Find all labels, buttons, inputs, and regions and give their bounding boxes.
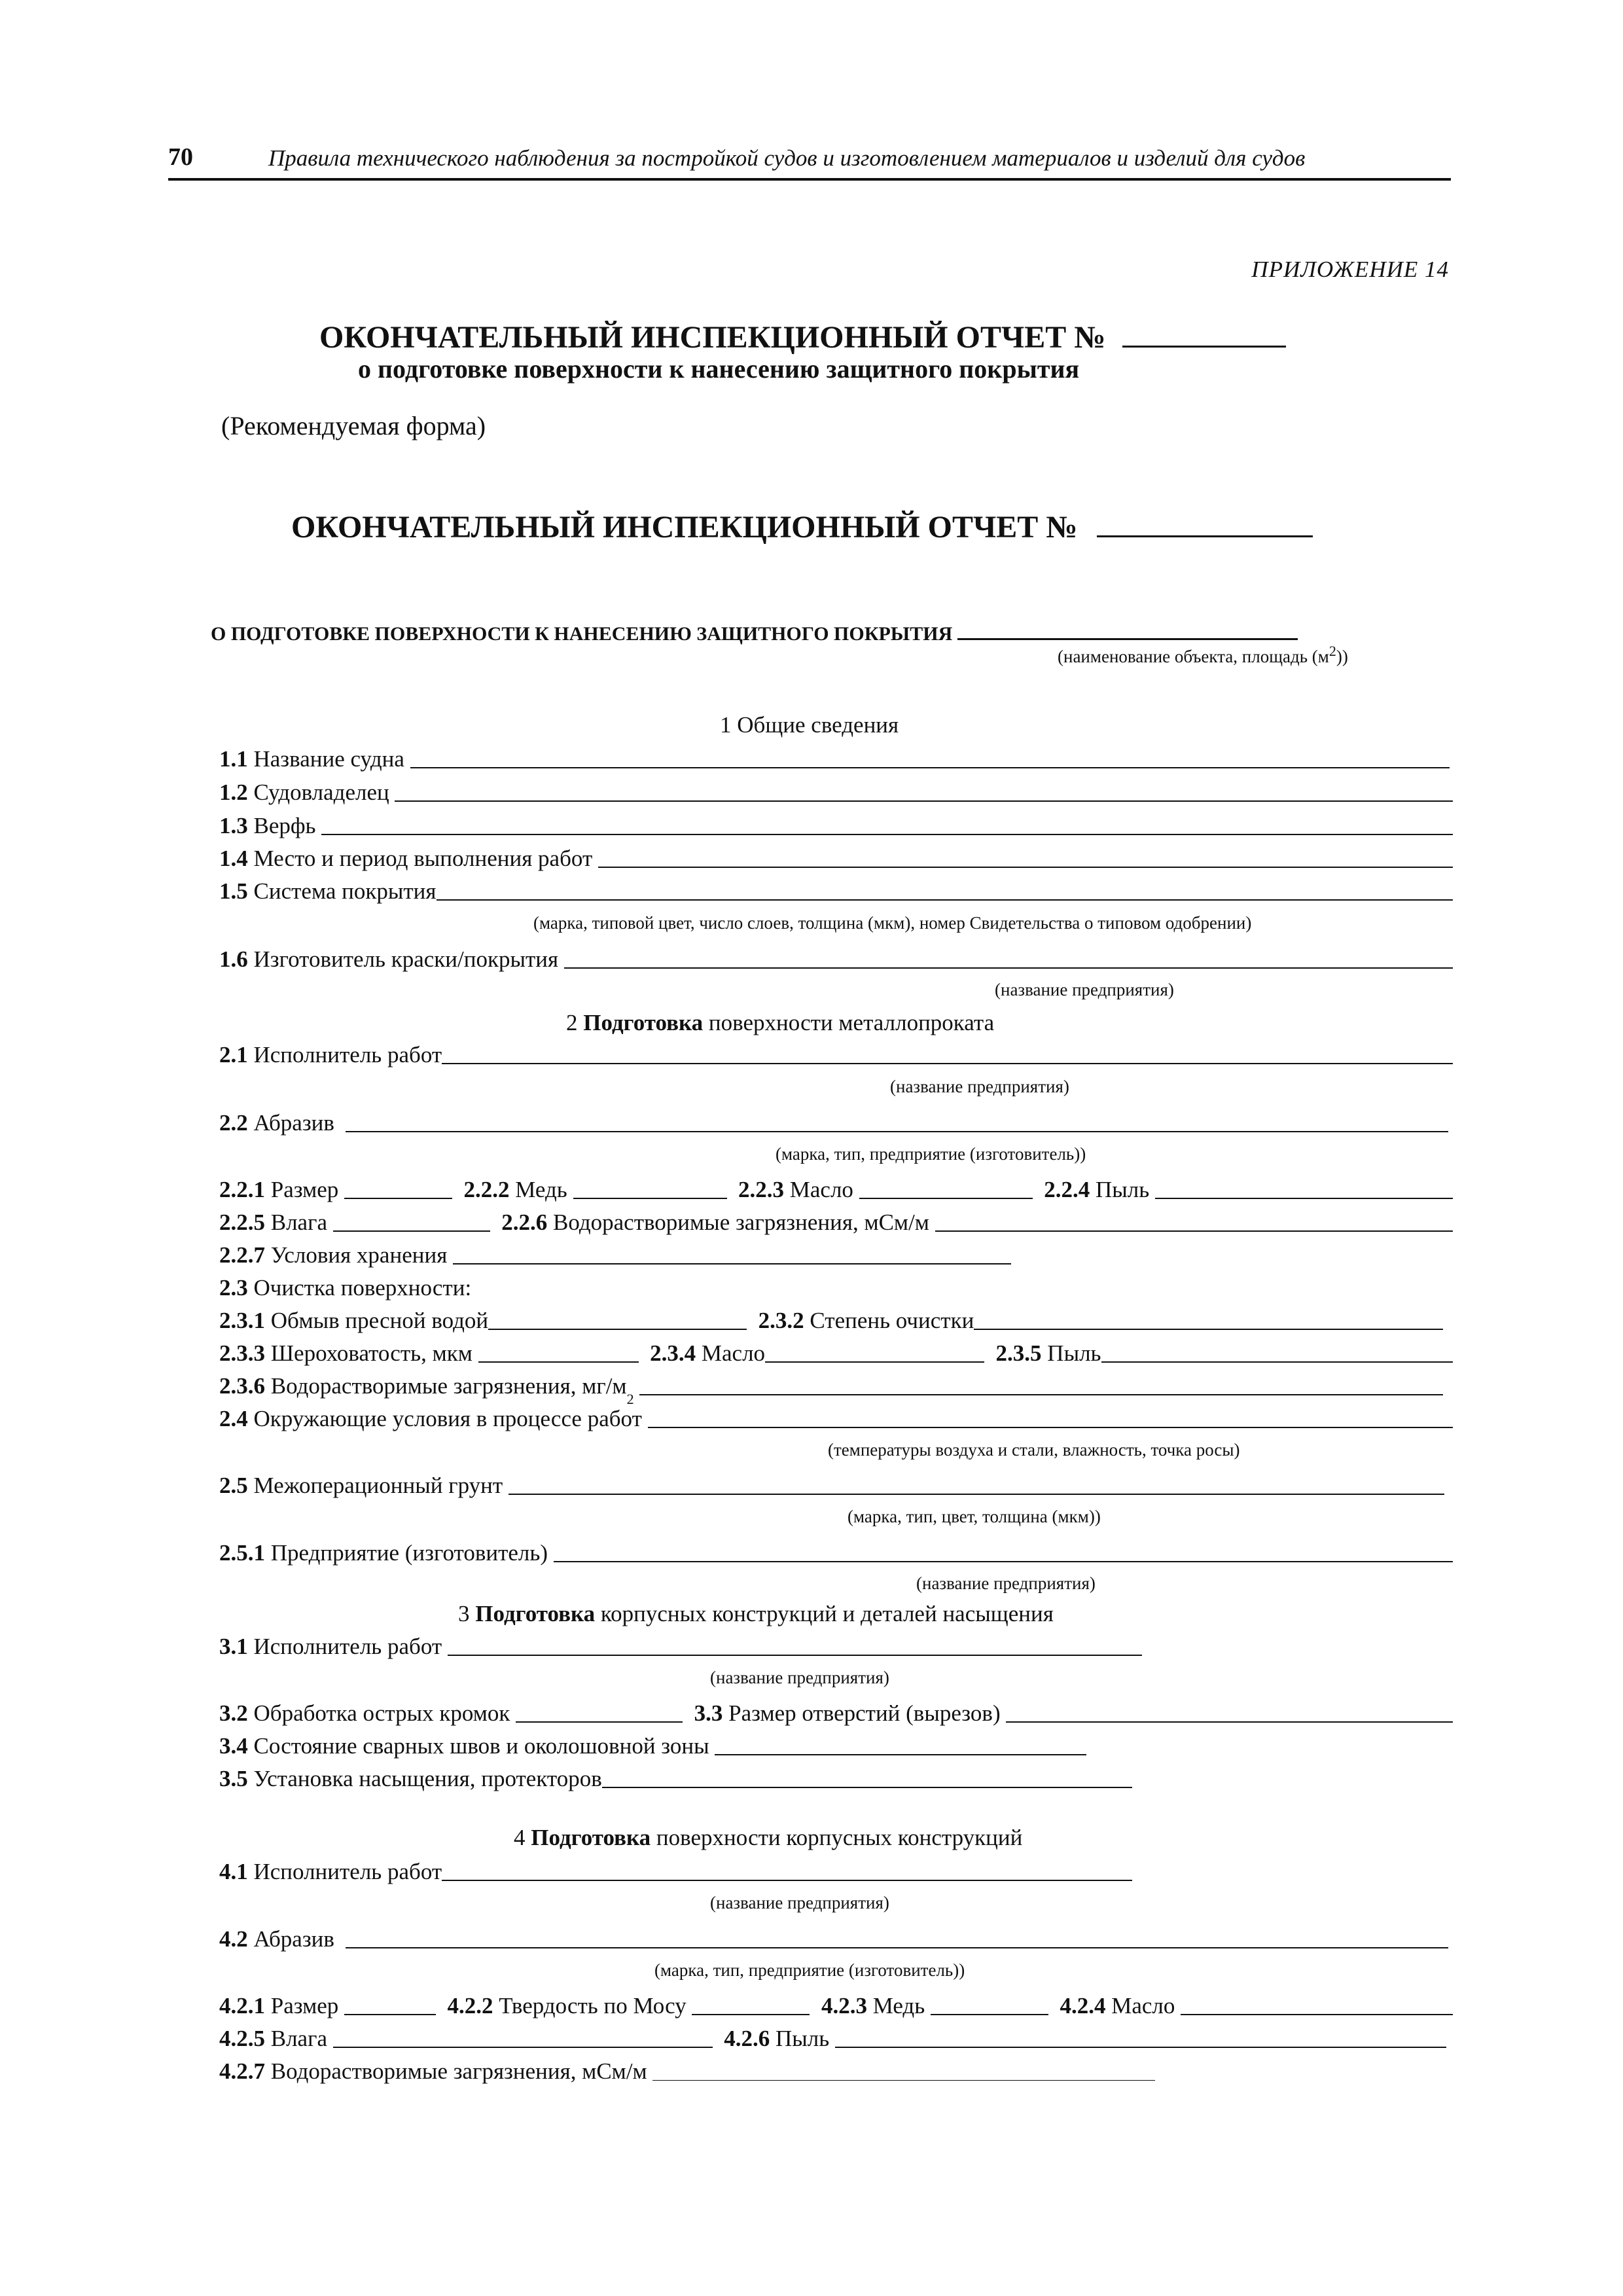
section-4-heading: 4 Подготовка поверхности корпусных конструкций [514, 1825, 1023, 1850]
field-2-3: 2.3 Очистка поверхности: [219, 1275, 472, 1300]
abrasive-size-input[interactable] [344, 1196, 452, 1199]
work-place-period-input[interactable] [598, 865, 1453, 868]
field-2-5: 2.5 Межоперационный грунт [219, 1473, 1444, 1499]
field-1-3: 1.3 Верфь [219, 813, 1453, 839]
hull-abrasive-size-input[interactable] [344, 2013, 436, 2015]
contractor-input[interactable] [442, 1062, 1453, 1064]
surface-oil-input[interactable] [765, 1360, 984, 1363]
field-2-2: 2.2 Абразив [219, 1110, 1448, 1136]
hull-abrasive-soluble-contaminants-input[interactable] [652, 2079, 1155, 2081]
recommended-form-note: (Рекомендуемая форма) [221, 411, 486, 440]
hull-abrasive-input[interactable] [346, 1946, 1448, 1948]
field-1-5: 1.5 Система покрытия [219, 878, 1453, 905]
purpose-hint: (наименование объекта, площадь $(м^2)$) [1058, 643, 1348, 666]
hull-abrasive-oil-input[interactable] [1181, 2013, 1453, 2015]
ambient-conditions-input[interactable] [648, 1426, 1453, 1428]
hint-2-5-1: (название предприятия) [916, 1573, 1096, 1593]
page-number: 70 [168, 143, 193, 171]
vessel-name-input[interactable] [410, 766, 1450, 768]
field-2-2-5-row: 2.2.5 Влага 2.2.6 Водорастворимые загрязнения, мСм/м [219, 1210, 1453, 1236]
coating-system-input[interactable] [437, 898, 1453, 901]
purpose-text: О ПОДГОТОВКЕ ПОВЕРХНОСТИ К НАНЕСЕНИЮ ЗАЩИТНОГО ПОКРЫТИЯ [211, 623, 953, 645]
abrasive-copper-input[interactable] [573, 1196, 727, 1199]
field-2-3-1-row: 2.3.1 Обмыв пресной водой 2.3.2 Степень очистки [219, 1308, 1443, 1334]
hull-contractor-input[interactable] [442, 1878, 1132, 1881]
section-2-heading: 2 Подготовка поверхности металлопроката [566, 1010, 995, 1035]
surface-soluble-contaminants-input[interactable] [639, 1393, 1443, 1395]
hint-1-5: (марка, типовой цвет, число слоев, толщина (мкм), номер Свидетельства о типовом одобрении) [533, 913, 1252, 933]
field-2-3-3-row: 2.3.3 Шероховатость, мкм 2.3.4 Масло 2.3.5 Пыль [219, 1340, 1453, 1367]
hint-2-4: (температуры воздуха и стали, влажность, точка росы) [828, 1440, 1240, 1460]
field-4-2-1-row: 4.2.1 Размер 4.2.2 Твердость по Мосу 4.2.3 Медь 4.2.4 Масло [219, 1993, 1453, 2019]
shipowner-input[interactable] [395, 799, 1453, 802]
hint-2-5: (марка, тип, цвет, толщина (мкм)) [847, 1507, 1101, 1526]
hull-abrasive-moisture-input[interactable] [333, 2045, 713, 2048]
field-4-2-7: 4.2.7 Водорастворимые загрязнения, мСм/м [219, 2058, 1155, 2085]
field-2-5-1: 2.5.1 Предприятие (изготовитель) [219, 1540, 1453, 1566]
abrasive-soluble-contaminants-input[interactable] [935, 1229, 1453, 1232]
outfitting-anodes-input[interactable] [602, 1785, 1132, 1788]
paint-manufacturer-input[interactable] [564, 966, 1453, 969]
report-title [319, 319, 1286, 355]
openings-size-input[interactable] [1006, 1720, 1453, 1723]
sharp-edges-input[interactable] [516, 1720, 683, 1723]
field-4-1: 4.1 Исполнитель работ [219, 1859, 1132, 1885]
field-1-4: 1.4 Место и период выполнения работ [219, 846, 1453, 872]
report-number-blank[interactable] [1122, 345, 1286, 348]
hint-2-1: (название предприятия) [890, 1077, 1069, 1096]
field-3-1: 3.1 Исполнитель работ [219, 1634, 1142, 1660]
field-2-1: 2.1 Исполнитель работ [219, 1042, 1453, 1068]
structures-contractor-input[interactable] [448, 1653, 1142, 1656]
abrasive-input[interactable] [346, 1130, 1448, 1132]
roughness-input[interactable] [478, 1360, 639, 1363]
mohs-hardness-input[interactable] [692, 2013, 810, 2015]
primer-manufacturer-input[interactable] [554, 1560, 1453, 1562]
field-2-3-6: 2.3.6 Водорастворимые загрязнения, мг/м 2 [219, 1373, 1443, 1399]
field-1-6: 1.6 Изготовитель краски/покрытия [219, 946, 1453, 973]
field-2-2-7: 2.2.7 Условия хранения [219, 1242, 1011, 1268]
shipyard-input[interactable] [321, 833, 1453, 835]
form-title-text: ОКОНЧАТЕЛЬНЫЙ ИНСПЕКЦИОННЫЙ ОТЧЕТ № [291, 510, 1078, 545]
report-title-text: ОКОНЧАТЕЛЬНЫЙ ИНСПЕКЦИОННЫЙ ОТЧЕТ № [319, 320, 1106, 355]
report-subtitle: о подготовке поверхности к нанесению защитного покрытия [358, 354, 1080, 384]
field-2-2-1-row: 2.2.1 Размер 2.2.2 Медь 2.2.3 Масло 2.2.4 Пыль [219, 1177, 1453, 1203]
form-title [291, 509, 1313, 545]
running-title: Правила технического наблюдения за постройкой судов и изготовлением материалов и изделий для судов [268, 145, 1306, 171]
field-1-2: 1.2 Судовладелец [219, 780, 1453, 806]
hint-1-6: (название предприятия) [995, 980, 1174, 999]
hull-abrasive-dust-input[interactable] [835, 2045, 1446, 2048]
hint-2-2: (марка, тип, предприятие (изготовитель)) [776, 1144, 1086, 1164]
field-3-4: 3.4 Состояние сварных швов и околошовной зоны [219, 1733, 1086, 1759]
field-4-2-5-row: 4.2.5 Влага 4.2.6 Пыль [219, 2026, 1446, 2052]
field-2-4: 2.4 Окружающие условия в процессе работ [219, 1406, 1453, 1432]
hint-3-1: (название предприятия) [710, 1668, 889, 1687]
form-number-blank[interactable] [1097, 535, 1313, 537]
shop-primer-input[interactable] [508, 1492, 1444, 1495]
abrasive-dust-input[interactable] [1155, 1196, 1453, 1199]
hint-4-1: (название предприятия) [710, 1893, 889, 1912]
header-rule [168, 178, 1451, 181]
object-name-blank[interactable] [957, 637, 1298, 640]
abrasive-moisture-input[interactable] [333, 1229, 490, 1232]
hint-4-2: (марка, тип, предприятие (изготовитель)) [654, 1960, 965, 1980]
section-3-heading: 3 Подготовка корпусных конструкций и деталей насыщения [458, 1601, 1054, 1626]
welds-condition-input[interactable] [715, 1753, 1086, 1755]
cleanliness-grade-input[interactable] [974, 1327, 1443, 1330]
surface-dust-input[interactable] [1101, 1360, 1453, 1363]
field-1-1: 1.1 Название судна [219, 746, 1450, 772]
storage-conditions-input[interactable] [453, 1262, 1011, 1265]
freshwater-wash-input[interactable] [488, 1327, 747, 1330]
purpose-line [211, 623, 1298, 645]
section-1-heading: 1 Общие сведения [720, 712, 899, 738]
abrasive-oil-input[interactable] [859, 1196, 1033, 1199]
appendix-label: ПРИЛОЖЕНИЕ 14 [1251, 257, 1449, 282]
field-3-5: 3.5 Установка насыщения, протекторов [219, 1766, 1132, 1792]
field-4-2: 4.2 Абразив [219, 1926, 1448, 1952]
field-3-2-row: 3.2 Обработка острых кромок 3.3 Размер отверстий (вырезов) [219, 1700, 1453, 1727]
hull-abrasive-copper-input[interactable] [931, 2013, 1048, 2015]
